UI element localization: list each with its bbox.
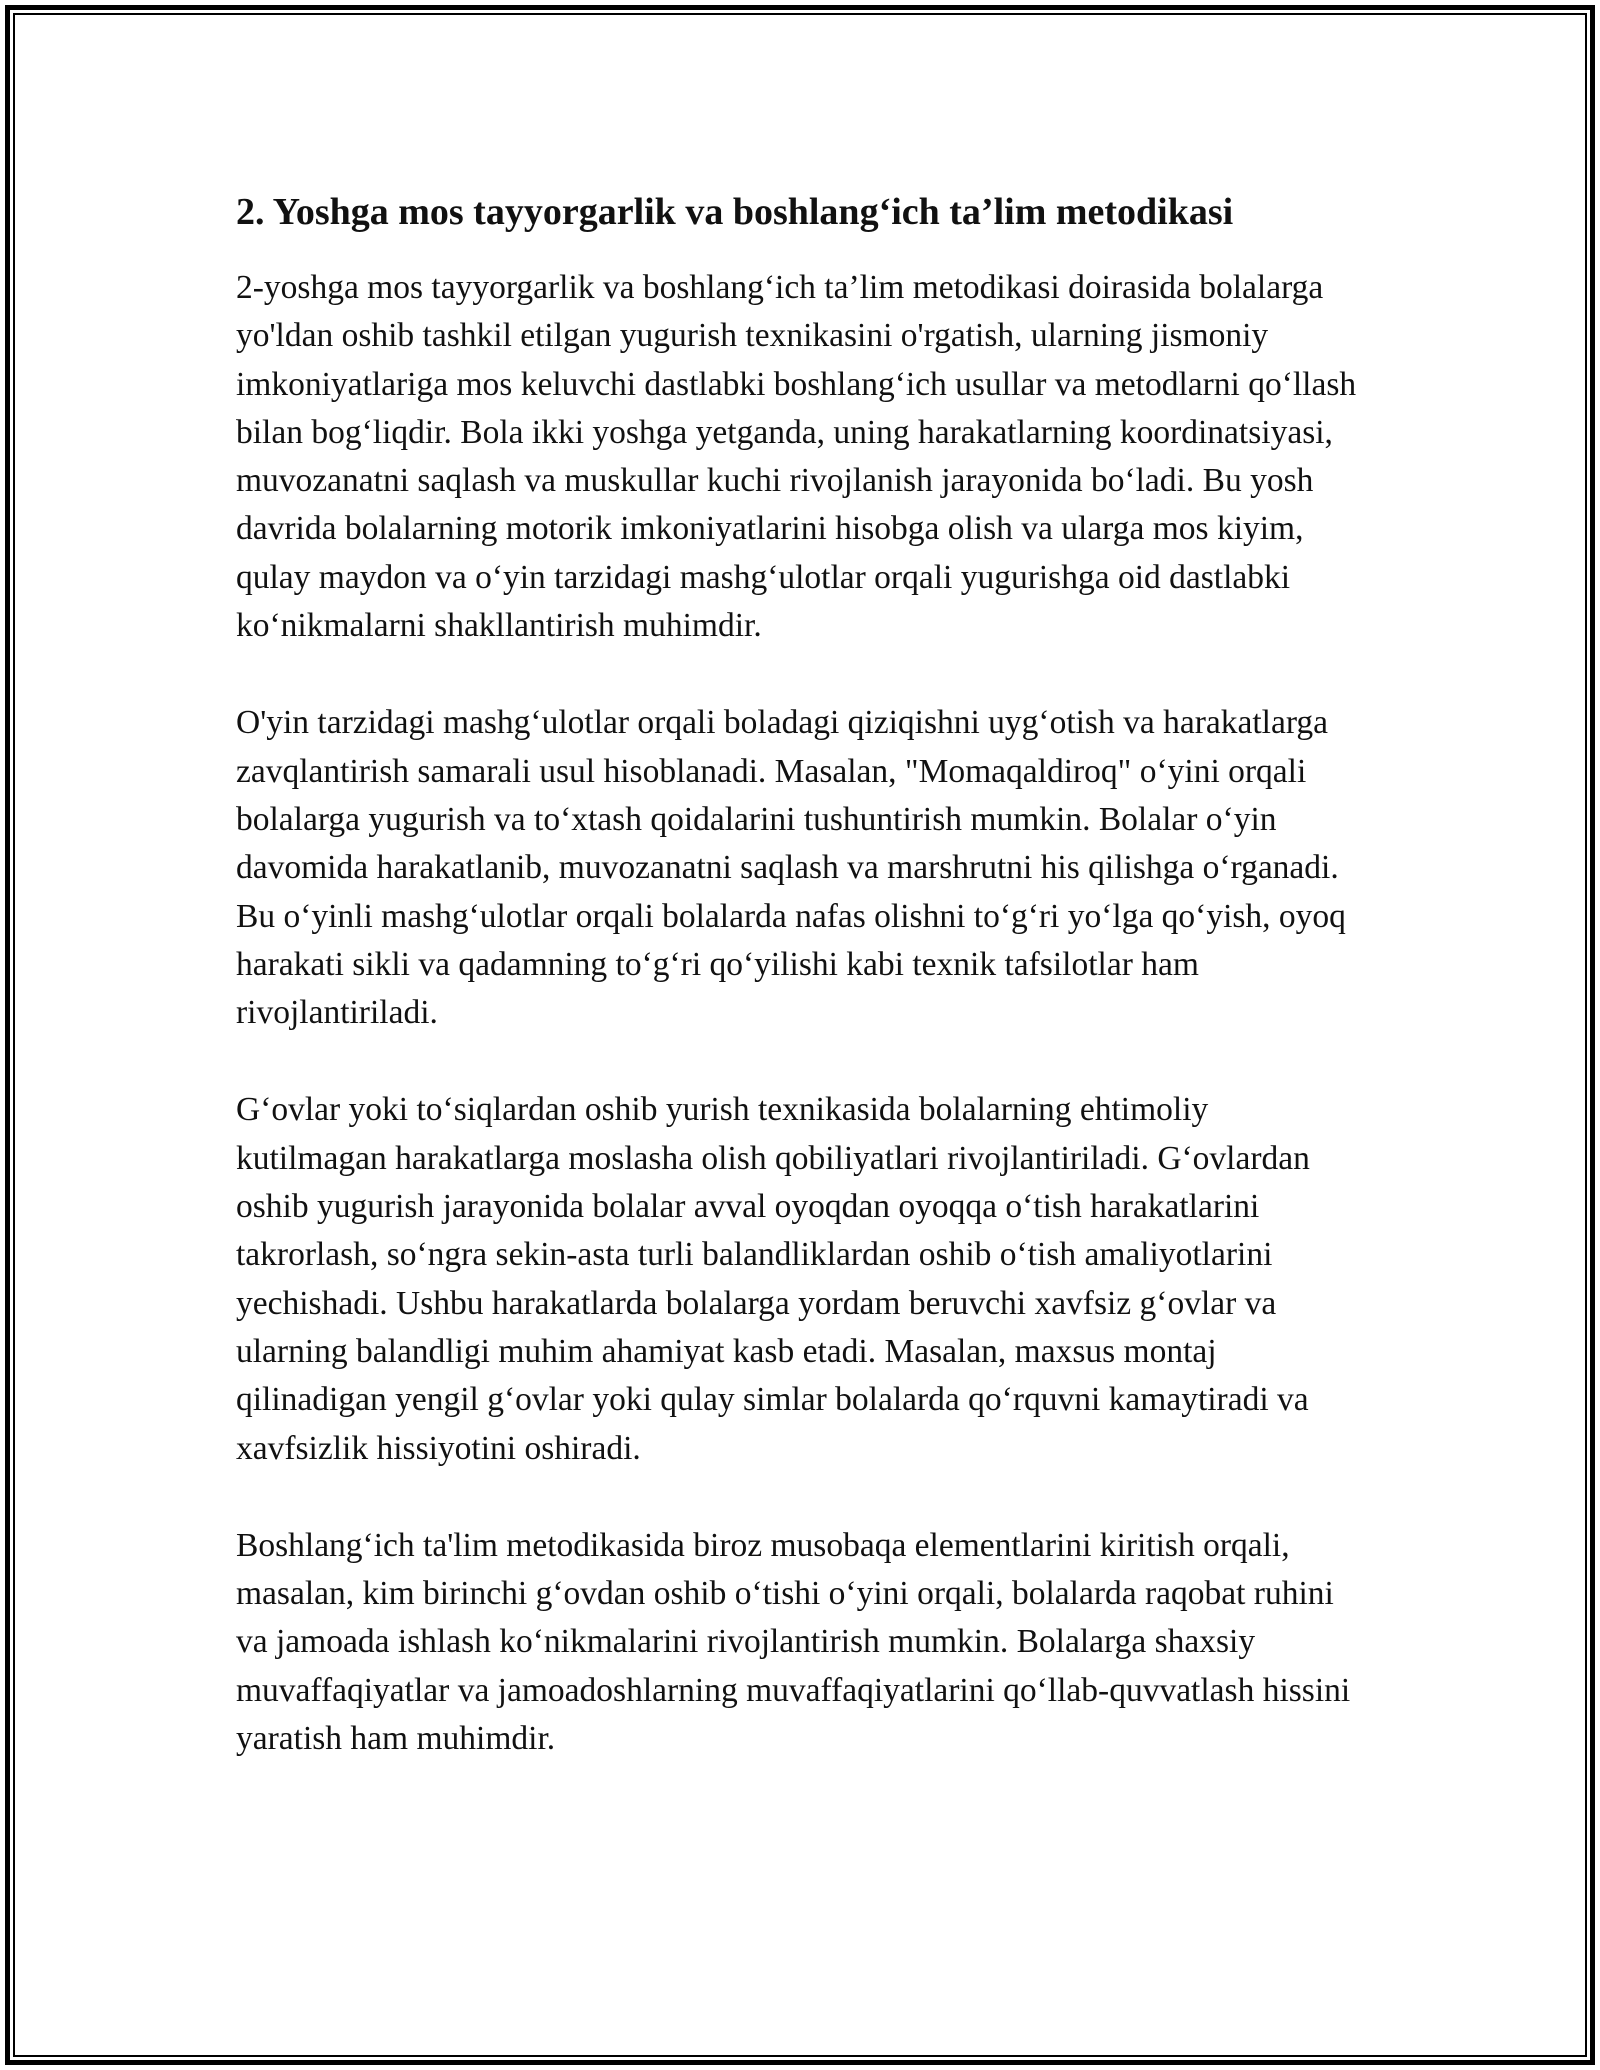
section-heading: 2. Yoshga mos tayyorgarlik va boshlang‘ich ta’lim metodikasi — [236, 191, 1234, 233]
paragraph-2: O'yin tarzidagi mashg‘ulotlar orqali boladagi qiziqishni uyg‘otish va harakatlarga zavqlantirish samarali usul hisoblanadi. Masalan, "Momaqaldiroq" o‘yini orqali bolalarga yugurish va to‘xtash qoidalarini tushuntirish mumkin. Bolalar o‘yin davomida harakatlanib, muvozanatni saqlash va marshrutni his qilishga o‘rganadi. Bu o‘yinli mashg‘ulotlar orqali bolalarda nafas olishni to‘g‘ri yo‘lga qo‘yish, oyoq harakati sikli va qadamning to‘g‘ri qo‘yilishi kabi texnik tafsilotlar ham rivojlantiriladi. — [236, 704, 1346, 1032]
document-body — [236, 182, 1362, 1812]
paragraph-1: 2-yoshga mos tayyorgarlik va boshlang‘ich ta’lim metodikasi doirasida bolalarga yo'ldan oshib tashkil etilgan yugurish texnikasini o'rgatish, ularning jismoniy imkoniyatlariga mos keluvchi dastlabki boshlang‘ich usullar va metodlarni qo‘llash bilan bog‘liqdir. Bola ikki yoshga yetganda, uning harakatlarning koordinatsiyasi, muvozanatni saqlash va muskullar kuchi rivojlanish jarayonida bo‘ladi. Bu yosh davrida bolalarning motorik imkoniyatlarini hisobga olish va ularga mos kiyim, qulay maydon va o‘yin tarzidagi mashg‘ulotlar orqali yugurishga oid dastlabki ko‘nikmalarni shakllantirish muhimdir. — [236, 269, 1357, 645]
paragraph-4: Boshlang‘ich ta'lim metodikasida biroz musobaqa elementlarini kiritish orqali, masalan, kim birinchi g‘ovdan oshib o‘tishi o‘yini orqali, bolalarda raqobat ruhini va jamoada ishlash ko‘nikmalarini rivojlantirish mumkin. Bolalarga shaxsiy muvaffaqiyatlar va jamoadoshlarning muvaffaqiyatlarini qo‘llab-quvvatlash hissini yaratish ham muhimdir. — [236, 1526, 1351, 1758]
paragraph-3: G‘ovlar yoki to‘siqlardan oshib yurish texnikasida bolalarning ehtimoliy kutilmagan harakatlarga moslasha olish qobiliyatlari rivojlantiriladi. G‘ovlardan oshib yugurish jarayonida bolalar avval oyoqdan oyoqqa o‘tish harakatlarini takrorlash, so‘ngra sekin-asta turli balandliklardan oshib o‘tish amaliyotlarini yechishadi. Ushbu harakatlarda bolalarga yordam beruvchi xavfsiz g‘ovlar va ularning balandligi muhim ahamiyat kasb etadi. Masalan, maxsus montaj qilinadigan yengil g‘ovlar yoki qulay simlar bolalarda qo‘rquvni kamaytiradi va xavfsizlik hissiyotini oshiradi. — [236, 1091, 1310, 1467]
